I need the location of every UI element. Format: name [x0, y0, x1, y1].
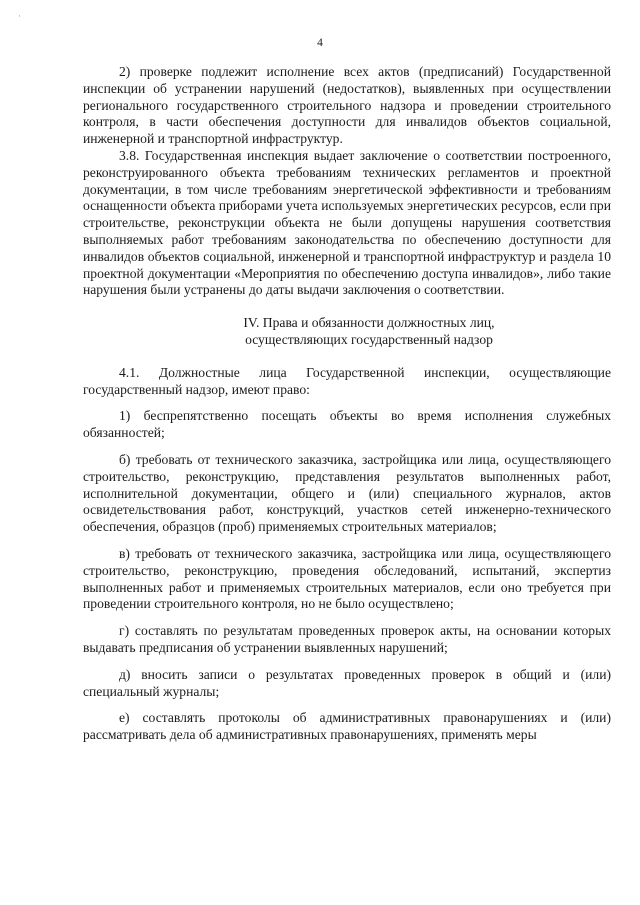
list-item-b: б) требовать от технического заказчика, застройщика или лица, осуществляющего строительство, реконструкцию, представления результатов выполненных работ, исполнительной документации, общего и (или) специального журналов, актов освидетельствования работ, конструкций, участков сетей инженерно-технического обеспечения, образцов (проб) применяемых строительных материалов;	[83, 451, 611, 535]
list-item-g: г) составлять по результатам проведенных проверок акты, на основании которых выдавать предписания об устранении выявленных нарушений;	[83, 623, 611, 655]
corner-mark: ·	[18, 12, 21, 22]
list-item-1: 1) беспрепятственно посещать объекты во время исполнения служебных обязанностей;	[83, 408, 611, 441]
section-heading-line1: IV. Права и обязанности должностных лиц,	[243, 315, 495, 331]
list-item-d: д) вносить записи о результатах проведенных проверок в общий и (или) специальный журналы;	[83, 666, 611, 699]
paragraph-item-2: 2) проверке подлежит исполнение всех актов (предписаний) Государственной инспекции об устранении нарушений (недостатков), выявленных при осуществлении регионального государственного строительного надзора и проведении строительного контроля, в части обеспечения доступности для инвалидов объектов социальной, инженерной и транспортной инфраструктур.	[83, 64, 611, 147]
page-number: 4	[317, 37, 323, 49]
section-heading	[83, 315, 611, 349]
paragraph-4-1: 4.1. Должностные лица Государственной инспекции, осуществляющие государственный надзор, имеют право:	[83, 364, 611, 397]
section-heading-line2: осуществляющих государственный надзор	[245, 331, 493, 347]
document-body	[83, 64, 611, 744]
paragraph-3-8: 3.8. Государственная инспекция выдает заключение о соответствии построенного, реконструированного объекта требованиям технических регламентов и проектной документации, в том числе требованиям энергетической эффективности и требованиям оснащенности объекта приборами учета используемых энергетических ресурсов, если при строительстве, реконструкции объекта не были допущены нарушения соответствия выполняемых работ требованиям законодательства по обеспечению доступности для инвалидов объектов социальной, инженерной и транспортной инфраструктур и раздела 10 проектной документации «Мероприятия по обеспечению доступа инвалидов», либо такие нарушения были устранены до даты выдачи заключения о соответствии.	[83, 147, 611, 298]
list-item-e: е) составлять протоколы об административных правонарушениях и (или) рассматривать дела об административных правонарушениях, применять меры	[83, 710, 611, 743]
list-item-v: в) требовать от технического заказчика, застройщика или лица, осуществляющего строительство, реконструкцию, проведения обследований, испытаний, экспертиз выполненных работ и применяемых строительных материалов, если оно требуется при проведении строительного контроля, но не было осуществлено;	[83, 545, 611, 612]
